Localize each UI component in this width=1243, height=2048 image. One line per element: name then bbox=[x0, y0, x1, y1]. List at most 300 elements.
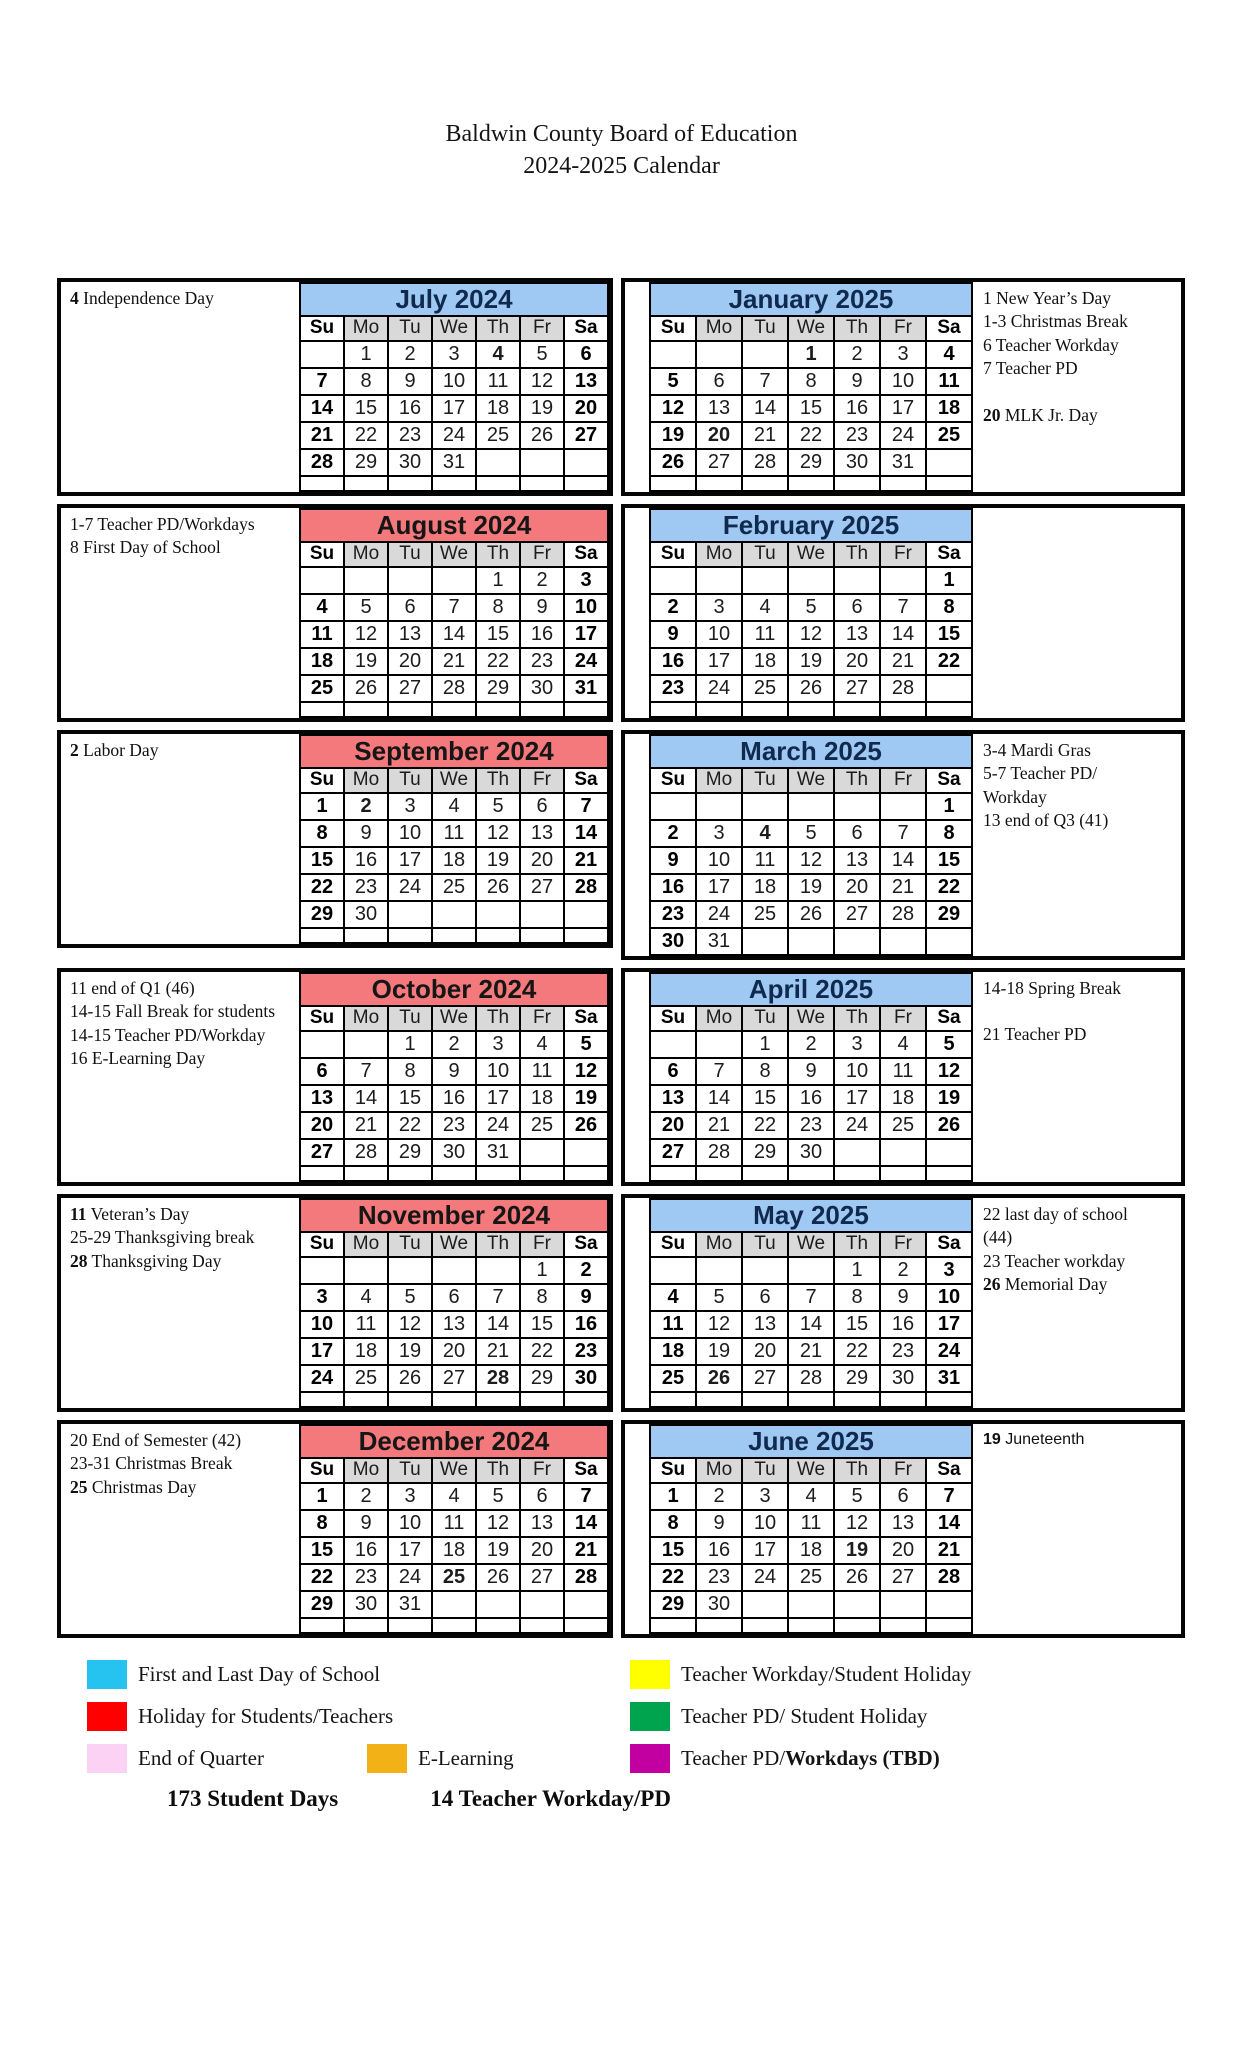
week-row bbox=[300, 1537, 608, 1564]
day-cell-empty bbox=[650, 476, 696, 491]
day-cell: 13 bbox=[742, 1311, 788, 1338]
legend-label: End of Quarter bbox=[138, 1745, 264, 1770]
legend-item bbox=[87, 1660, 380, 1689]
weekday-header: Mo bbox=[696, 316, 742, 341]
legend-label: Teacher Workday/Student Holiday bbox=[681, 1661, 972, 1686]
week-row bbox=[650, 648, 972, 675]
month-box-november-2024 bbox=[57, 1194, 613, 1412]
day-cell-empty bbox=[388, 1257, 432, 1284]
day-cell: 17 bbox=[880, 395, 926, 422]
note-bold-prefix: 20 bbox=[983, 404, 1001, 425]
day-cell-empty bbox=[344, 702, 388, 717]
day-cell: 1 bbox=[926, 567, 972, 594]
day-cell-empty bbox=[564, 1139, 608, 1166]
day-cell: 5 bbox=[696, 1284, 742, 1311]
day-cell-empty bbox=[564, 702, 608, 717]
day-cell: 28 bbox=[564, 1564, 608, 1591]
notes-february-2025 bbox=[973, 508, 1181, 718]
day-cell: 15 bbox=[300, 1537, 344, 1564]
day-cell-empty bbox=[650, 1257, 696, 1284]
day-cell: 19 bbox=[344, 648, 388, 675]
day-cell: 26 bbox=[520, 422, 564, 449]
day-cell: 25 bbox=[432, 1564, 476, 1591]
month-title-september-2024: September 2024 bbox=[300, 735, 608, 768]
day-cell: 12 bbox=[520, 368, 564, 395]
day-cell-empty bbox=[520, 1166, 564, 1181]
day-cell: 15 bbox=[650, 1537, 696, 1564]
day-cell: 14 bbox=[742, 395, 788, 422]
day-cell: 19 bbox=[650, 422, 696, 449]
note-bold-prefix: 19 bbox=[983, 1430, 1001, 1448]
day-cell: 9 bbox=[344, 1510, 388, 1537]
weekday-header: Sa bbox=[564, 1232, 608, 1257]
weekday-header: Fr bbox=[520, 1458, 564, 1483]
day-cell: 4 bbox=[742, 594, 788, 621]
day-cell: 17 bbox=[742, 1537, 788, 1564]
month-title-row bbox=[650, 509, 972, 542]
day-cell: 22 bbox=[742, 1112, 788, 1139]
day-cell: 8 bbox=[834, 1284, 880, 1311]
calendar-wrap-october-2024 bbox=[299, 972, 609, 1182]
weekday-header: Mo bbox=[344, 542, 388, 567]
day-cell: 13 bbox=[564, 368, 608, 395]
note-line: 8 First Day of School bbox=[70, 537, 221, 558]
student-days-total: 173 Student Days bbox=[167, 1785, 339, 1811]
day-cell-empty bbox=[476, 928, 520, 943]
day-cell: 29 bbox=[520, 1365, 564, 1392]
day-cell: 4 bbox=[432, 793, 476, 820]
day-cell: 19 bbox=[788, 874, 834, 901]
weekday-header: Su bbox=[300, 1006, 344, 1031]
notes-december-2024 bbox=[61, 1424, 293, 1634]
day-cell: 25 bbox=[650, 1365, 696, 1392]
weekday-header: Mo bbox=[344, 1232, 388, 1257]
weekday-header: We bbox=[432, 316, 476, 341]
day-cell: 11 bbox=[520, 1058, 564, 1085]
week-row bbox=[650, 928, 972, 955]
day-cell-empty bbox=[926, 702, 972, 717]
weekday-header: Th bbox=[476, 1458, 520, 1483]
day-cell: 10 bbox=[696, 847, 742, 874]
day-cell: 29 bbox=[300, 1591, 344, 1618]
weekday-header-row bbox=[650, 1232, 972, 1257]
day-cell: 13 bbox=[520, 820, 564, 847]
month-title-row bbox=[650, 1425, 972, 1458]
day-cell-empty bbox=[742, 567, 788, 594]
day-cell: 19 bbox=[476, 1537, 520, 1564]
day-cell: 24 bbox=[880, 422, 926, 449]
day-cell: 27 bbox=[432, 1365, 476, 1392]
day-cell: 31 bbox=[564, 675, 608, 702]
weekday-header-row bbox=[300, 542, 608, 567]
day-cell-empty bbox=[926, 675, 972, 702]
day-cell-empty bbox=[432, 928, 476, 943]
weekday-header: Tu bbox=[388, 316, 432, 341]
day-cell: 6 bbox=[520, 1483, 564, 1510]
note-line: 11 Veteran’s Day bbox=[70, 1203, 190, 1224]
weekday-header: Fr bbox=[880, 768, 926, 793]
day-cell: 16 bbox=[834, 395, 880, 422]
day-cell: 4 bbox=[520, 1031, 564, 1058]
note-bold-prefix: 2 bbox=[70, 739, 79, 760]
day-cell-empty bbox=[926, 1392, 972, 1407]
calendar-wrap-april-2025 bbox=[649, 972, 973, 1182]
day-cell: 20 bbox=[432, 1338, 476, 1365]
day-cell-empty bbox=[834, 567, 880, 594]
day-cell: 20 bbox=[834, 648, 880, 675]
weekday-header: Su bbox=[300, 768, 344, 793]
day-cell: 18 bbox=[742, 648, 788, 675]
day-cell: 27 bbox=[880, 1564, 926, 1591]
month-title-row bbox=[650, 283, 972, 316]
day-cell-empty bbox=[880, 1618, 926, 1633]
month-title-february-2025: February 2025 bbox=[650, 509, 972, 542]
day-cell: 23 bbox=[834, 422, 880, 449]
day-cell: 2 bbox=[880, 1257, 926, 1284]
day-cell: 2 bbox=[650, 820, 696, 847]
weekday-header: Th bbox=[834, 768, 880, 793]
weekday-header: Th bbox=[834, 542, 880, 567]
week-row bbox=[300, 1031, 608, 1058]
day-cell-empty bbox=[564, 476, 608, 491]
day-cell-empty bbox=[432, 1618, 476, 1633]
day-cell: 16 bbox=[788, 1085, 834, 1112]
day-cell: 20 bbox=[388, 648, 432, 675]
month-row bbox=[57, 1420, 1185, 1638]
weekday-header-row bbox=[650, 542, 972, 567]
day-cell: 27 bbox=[300, 1139, 344, 1166]
weekday-header: Mo bbox=[696, 1232, 742, 1257]
day-cell: 26 bbox=[564, 1112, 608, 1139]
day-cell-empty bbox=[564, 1392, 608, 1407]
day-cell: 18 bbox=[432, 1537, 476, 1564]
calendar-november-2024 bbox=[299, 1198, 609, 1408]
day-cell-empty bbox=[300, 476, 344, 491]
day-cell: 11 bbox=[880, 1058, 926, 1085]
day-cell-empty bbox=[476, 1166, 520, 1181]
weekday-header: Sa bbox=[926, 1458, 972, 1483]
day-cell-empty bbox=[564, 1166, 608, 1181]
day-cell-empty bbox=[696, 567, 742, 594]
day-cell-empty bbox=[650, 1618, 696, 1633]
weekday-header: We bbox=[432, 1458, 476, 1483]
day-cell: 6 bbox=[650, 1058, 696, 1085]
weekday-header-row bbox=[300, 1232, 608, 1257]
day-cell-empty bbox=[388, 1166, 432, 1181]
day-cell: 29 bbox=[388, 1139, 432, 1166]
day-cell: 31 bbox=[432, 449, 476, 476]
week-row bbox=[300, 476, 608, 491]
day-cell: 28 bbox=[476, 1365, 520, 1392]
day-cell: 7 bbox=[344, 1058, 388, 1085]
day-cell: 25 bbox=[788, 1564, 834, 1591]
day-cell: 29 bbox=[300, 901, 344, 928]
weekday-header: We bbox=[788, 1232, 834, 1257]
weekday-header: We bbox=[788, 316, 834, 341]
day-cell: 19 bbox=[788, 648, 834, 675]
day-cell: 21 bbox=[344, 1112, 388, 1139]
day-cell: 12 bbox=[926, 1058, 972, 1085]
day-cell-empty bbox=[696, 1392, 742, 1407]
day-cell: 19 bbox=[696, 1338, 742, 1365]
day-cell-empty bbox=[476, 901, 520, 928]
day-cell: 29 bbox=[344, 449, 388, 476]
note-line: 1 New Year’s Day bbox=[983, 287, 1111, 308]
weekday-header: Sa bbox=[564, 1458, 608, 1483]
day-cell: 17 bbox=[926, 1311, 972, 1338]
day-cell-empty bbox=[834, 702, 880, 717]
weekday-header-row bbox=[300, 1006, 608, 1031]
month-title-july-2024: July 2024 bbox=[300, 283, 608, 316]
month-box-january-2025 bbox=[621, 278, 1185, 496]
day-cell: 11 bbox=[344, 1311, 388, 1338]
month-box-july-2024 bbox=[57, 278, 613, 496]
day-cell-empty bbox=[520, 901, 564, 928]
day-cell: 3 bbox=[564, 567, 608, 594]
note-line: 28 Thanksgiving Day bbox=[70, 1250, 222, 1271]
week-row bbox=[650, 1085, 972, 1112]
day-cell-empty bbox=[300, 1257, 344, 1284]
day-cell: 4 bbox=[300, 594, 344, 621]
legend-swatch bbox=[87, 1744, 127, 1773]
day-cell-empty bbox=[742, 1591, 788, 1618]
day-cell-empty bbox=[432, 901, 476, 928]
day-cell: 20 bbox=[742, 1338, 788, 1365]
legend-row bbox=[87, 1702, 1243, 1731]
legend-right-column bbox=[630, 1702, 927, 1731]
day-cell: 7 bbox=[880, 594, 926, 621]
month-box-august-2024 bbox=[57, 504, 613, 722]
day-cell: 13 bbox=[650, 1085, 696, 1112]
month-row bbox=[57, 968, 1185, 1186]
day-cell: 24 bbox=[388, 1564, 432, 1591]
day-cell: 7 bbox=[300, 368, 344, 395]
day-cell: 7 bbox=[696, 1058, 742, 1085]
month-box-may-2025 bbox=[621, 1194, 1185, 1412]
day-cell: 7 bbox=[880, 820, 926, 847]
day-cell: 23 bbox=[344, 874, 388, 901]
day-cell: 24 bbox=[564, 648, 608, 675]
day-cell: 25 bbox=[880, 1112, 926, 1139]
month-box-april-2025 bbox=[621, 968, 1185, 1186]
weekday-header: Fr bbox=[520, 768, 564, 793]
day-cell-empty bbox=[344, 1031, 388, 1058]
day-cell: 19 bbox=[926, 1085, 972, 1112]
weekday-header: Th bbox=[834, 1232, 880, 1257]
week-row bbox=[300, 395, 608, 422]
weekday-header: Su bbox=[650, 1232, 696, 1257]
day-cell: 25 bbox=[300, 675, 344, 702]
calendar-wrap-january-2025 bbox=[649, 282, 973, 492]
day-cell: 28 bbox=[432, 675, 476, 702]
week-row bbox=[300, 594, 608, 621]
day-cell: 18 bbox=[880, 1085, 926, 1112]
legend-swatch bbox=[87, 1702, 127, 1731]
week-row bbox=[650, 1483, 972, 1510]
week-row bbox=[300, 847, 608, 874]
week-row bbox=[650, 1166, 972, 1181]
week-row bbox=[300, 874, 608, 901]
day-cell: 10 bbox=[432, 368, 476, 395]
weekday-header: Fr bbox=[880, 1458, 926, 1483]
week-row bbox=[300, 1058, 608, 1085]
weekday-header: We bbox=[432, 1006, 476, 1031]
week-row bbox=[300, 820, 608, 847]
day-cell: 27 bbox=[834, 675, 880, 702]
week-row bbox=[650, 395, 972, 422]
week-row bbox=[300, 449, 608, 476]
day-cell: 12 bbox=[788, 847, 834, 874]
month-row bbox=[57, 278, 1185, 496]
day-cell: 3 bbox=[696, 820, 742, 847]
legend-label: E-Learning bbox=[418, 1745, 514, 1770]
day-cell: 29 bbox=[476, 675, 520, 702]
day-cell: 25 bbox=[742, 675, 788, 702]
calendar-wrap-september-2024 bbox=[299, 734, 609, 944]
day-cell: 30 bbox=[432, 1139, 476, 1166]
legend-label: Teacher PD/Workdays (TBD) bbox=[681, 1745, 940, 1770]
day-cell: 1 bbox=[788, 341, 834, 368]
weekday-header: We bbox=[432, 768, 476, 793]
day-cell: 18 bbox=[926, 395, 972, 422]
day-cell-empty bbox=[476, 476, 520, 491]
day-cell: 13 bbox=[834, 847, 880, 874]
day-cell-empty bbox=[834, 793, 880, 820]
day-cell: 11 bbox=[742, 847, 788, 874]
day-cell: 14 bbox=[564, 820, 608, 847]
weekday-header: Mo bbox=[696, 768, 742, 793]
month-title-november-2024: November 2024 bbox=[300, 1199, 608, 1232]
day-cell: 13 bbox=[834, 621, 880, 648]
week-row bbox=[300, 567, 608, 594]
day-cell-empty bbox=[742, 793, 788, 820]
day-cell: 6 bbox=[520, 793, 564, 820]
legend-row bbox=[87, 1660, 1243, 1689]
weekday-header: We bbox=[432, 1232, 476, 1257]
notes-october-2024 bbox=[61, 972, 293, 1182]
legend-item bbox=[87, 1744, 367, 1773]
day-cell: 4 bbox=[742, 820, 788, 847]
day-cell-empty bbox=[834, 1166, 880, 1181]
day-cell: 10 bbox=[388, 820, 432, 847]
day-cell: 26 bbox=[650, 449, 696, 476]
month-title-august-2024: August 2024 bbox=[300, 509, 608, 542]
day-cell: 21 bbox=[788, 1338, 834, 1365]
weekday-header: Mo bbox=[696, 542, 742, 567]
weekday-header: Su bbox=[650, 768, 696, 793]
day-cell-empty bbox=[520, 1139, 564, 1166]
day-cell: 11 bbox=[432, 820, 476, 847]
week-row bbox=[650, 1112, 972, 1139]
day-cell: 25 bbox=[432, 874, 476, 901]
weekday-header: Tu bbox=[742, 1006, 788, 1031]
month-box-march-2025 bbox=[621, 730, 1185, 960]
day-cell: 2 bbox=[564, 1257, 608, 1284]
day-cell: 13 bbox=[300, 1085, 344, 1112]
day-cell-empty bbox=[388, 476, 432, 491]
notes-june-2025 bbox=[973, 1424, 1181, 1634]
legend-item bbox=[630, 1660, 971, 1689]
day-cell: 21 bbox=[880, 874, 926, 901]
weekday-header: Tu bbox=[742, 542, 788, 567]
day-cell: 6 bbox=[696, 368, 742, 395]
day-cell-empty bbox=[388, 702, 432, 717]
weekday-header: Sa bbox=[564, 1006, 608, 1031]
day-cell: 9 bbox=[650, 847, 696, 874]
calendar-october-2024 bbox=[299, 972, 609, 1182]
week-row bbox=[650, 1618, 972, 1633]
month-title-row bbox=[650, 735, 972, 768]
note-line: 25 Christmas Day bbox=[70, 1476, 197, 1497]
calendar-wrap-november-2024 bbox=[299, 1198, 609, 1408]
day-cell: 20 bbox=[520, 1537, 564, 1564]
day-cell: 13 bbox=[432, 1311, 476, 1338]
day-cell: 10 bbox=[564, 594, 608, 621]
note-line: 6 Teacher Workday bbox=[983, 334, 1119, 355]
day-cell: 8 bbox=[300, 820, 344, 847]
month-title-row bbox=[300, 1425, 608, 1458]
day-cell-empty bbox=[880, 476, 926, 491]
day-cell: 5 bbox=[926, 1031, 972, 1058]
day-cell-empty bbox=[650, 1166, 696, 1181]
month-title-march-2025: March 2025 bbox=[650, 735, 972, 768]
calendar-july-2024 bbox=[299, 282, 609, 492]
day-cell-empty bbox=[344, 567, 388, 594]
day-cell-empty bbox=[300, 1392, 344, 1407]
day-cell: 23 bbox=[650, 675, 696, 702]
day-cell: 15 bbox=[476, 621, 520, 648]
day-cell: 28 bbox=[880, 901, 926, 928]
day-cell: 2 bbox=[520, 567, 564, 594]
week-row bbox=[650, 1365, 972, 1392]
day-cell: 9 bbox=[834, 368, 880, 395]
month-title-row bbox=[300, 973, 608, 1006]
day-cell: 16 bbox=[696, 1537, 742, 1564]
weekday-header: Tu bbox=[388, 1006, 432, 1031]
day-cell: 14 bbox=[300, 395, 344, 422]
day-cell-empty bbox=[344, 1257, 388, 1284]
day-cell: 14 bbox=[880, 621, 926, 648]
day-cell: 29 bbox=[788, 449, 834, 476]
page-title-line1: Baldwin County Board of Education bbox=[445, 121, 798, 147]
week-row bbox=[300, 1085, 608, 1112]
day-cell: 21 bbox=[926, 1537, 972, 1564]
day-cell: 8 bbox=[926, 594, 972, 621]
note-line: 1-3 Christmas Break bbox=[983, 311, 1128, 332]
week-row bbox=[650, 422, 972, 449]
day-cell-empty bbox=[926, 449, 972, 476]
note-line: Workday bbox=[983, 786, 1047, 807]
weekday-header: Mo bbox=[344, 1458, 388, 1483]
notes-november-2024 bbox=[61, 1198, 293, 1408]
day-cell: 1 bbox=[300, 793, 344, 820]
calendar-february-2025 bbox=[649, 508, 973, 718]
day-cell: 20 bbox=[300, 1112, 344, 1139]
day-cell: 21 bbox=[300, 422, 344, 449]
day-cell: 25 bbox=[926, 422, 972, 449]
legend-left-column bbox=[87, 1744, 630, 1773]
week-row bbox=[300, 1311, 608, 1338]
day-cell-empty bbox=[344, 1618, 388, 1633]
day-cell: 20 bbox=[834, 874, 880, 901]
day-cell: 30 bbox=[564, 1365, 608, 1392]
day-cell-empty bbox=[432, 567, 476, 594]
weekday-header: We bbox=[788, 542, 834, 567]
day-cell: 16 bbox=[650, 874, 696, 901]
day-cell: 2 bbox=[696, 1483, 742, 1510]
note-line: 7 Teacher PD bbox=[983, 358, 1078, 379]
weekday-header-row bbox=[650, 1006, 972, 1031]
